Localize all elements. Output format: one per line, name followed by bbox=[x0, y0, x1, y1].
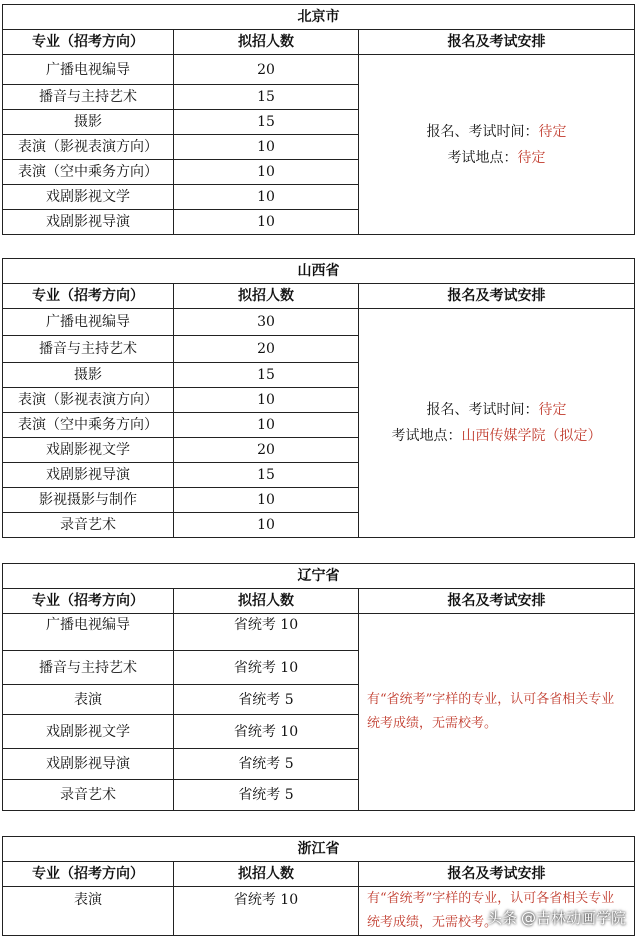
table-cell-major: 录音艺术 bbox=[3, 513, 174, 538]
watermark bbox=[487, 907, 626, 928]
table-cell-count: 15 bbox=[174, 85, 359, 110]
table-cell-major: 表演 bbox=[3, 685, 174, 715]
shanxi-table bbox=[2, 258, 635, 538]
table-cell-major: 戏剧影视文学 bbox=[3, 185, 174, 210]
arrangement-cell bbox=[359, 55, 635, 235]
table-cell-major: 表演 bbox=[3, 887, 174, 936]
header-count: 拟招人数 bbox=[174, 862, 359, 887]
time-value: 待定 bbox=[538, 123, 567, 140]
table-cell-major: 戏剧影视导演 bbox=[3, 463, 174, 488]
table-cell-major: 表演（影视表演方向） bbox=[3, 135, 174, 160]
table-cell-count: 10 bbox=[174, 135, 359, 160]
table-cell-count: 省统考 10 bbox=[174, 651, 359, 685]
table-cell-count: 10 bbox=[174, 160, 359, 185]
arrangement-cell bbox=[359, 309, 635, 538]
arrangement-note: 有“省统考”字样的专业，认可各省相关专业统考成绩，无需校考。 bbox=[359, 887, 635, 936]
place-label: 考试地点： bbox=[391, 428, 462, 444]
table-cell-count: 10 bbox=[174, 413, 359, 438]
table-cell-major: 戏剧影视导演 bbox=[3, 749, 174, 780]
table-cell-major: 广播电视编导 bbox=[3, 614, 174, 651]
beijing-table-block bbox=[2, 4, 634, 235]
header-arrangement: 报名及考试安排 bbox=[359, 284, 635, 309]
table-cell-major: 戏剧影视文学 bbox=[3, 438, 174, 463]
table-cell-count: 10 bbox=[174, 488, 359, 513]
arrangement-note: 有“省统考”字样的专业，认可各省相关专业统考成绩，无需校考。 bbox=[359, 614, 635, 811]
table-cell-major: 摄影 bbox=[3, 363, 174, 388]
table-cell-count: 30 bbox=[174, 309, 359, 336]
table-cell-count: 省统考 5 bbox=[174, 749, 359, 780]
table-cell-count: 10 bbox=[174, 185, 359, 210]
liaoning-table-block bbox=[2, 563, 634, 811]
header-major: 专业（招考方向） bbox=[3, 30, 174, 55]
liaoning-table bbox=[2, 563, 635, 811]
beijing-table bbox=[2, 4, 635, 235]
place-label: 考试地点： bbox=[447, 149, 518, 166]
header-major: 专业（招考方向） bbox=[3, 284, 174, 309]
table-cell-major: 表演（影视表演方向） bbox=[3, 388, 174, 413]
header-arrangement: 报名及考试安排 bbox=[359, 30, 635, 55]
table-cell-count: 15 bbox=[174, 110, 359, 135]
table-cell-major: 录音艺术 bbox=[3, 780, 174, 811]
header-major: 专业（招考方向） bbox=[3, 589, 174, 614]
table-cell-count: 15 bbox=[174, 363, 359, 388]
time-label: 报名、考试时间： bbox=[426, 123, 539, 140]
province-title: 辽宁省 bbox=[3, 564, 635, 589]
header-count: 拟招人数 bbox=[174, 589, 359, 614]
table-cell-count: 10 bbox=[174, 513, 359, 538]
table-cell-count: 省统考 5 bbox=[174, 780, 359, 811]
place-value: 待定 bbox=[517, 149, 546, 166]
table-cell-count: 省统考 10 bbox=[174, 614, 359, 651]
place-value: 山西传媒学院（拟定） bbox=[461, 428, 602, 444]
table-cell-major: 播音与主持艺术 bbox=[3, 336, 174, 363]
watermark-text: @吉林动画学院 bbox=[520, 909, 626, 927]
table-cell-count: 20 bbox=[174, 55, 359, 85]
table-cell-major: 戏剧影视导演 bbox=[3, 210, 174, 235]
shanxi-table-block bbox=[2, 258, 634, 538]
header-arrangement: 报名及考试安排 bbox=[359, 862, 635, 887]
header-arrangement: 报名及考试安排 bbox=[359, 589, 635, 614]
table-cell-major: 戏剧影视文学 bbox=[3, 715, 174, 749]
header-count: 拟招人数 bbox=[174, 30, 359, 55]
time-value: 待定 bbox=[538, 402, 567, 418]
table-cell-major: 播音与主持艺术 bbox=[3, 651, 174, 685]
table-cell-count: 省统考 10 bbox=[174, 715, 359, 749]
province-title: 北京市 bbox=[3, 5, 635, 30]
table-cell-count: 省统考 10 bbox=[174, 887, 359, 936]
table-cell-major: 表演（空中乘务方向） bbox=[3, 160, 174, 185]
table-cell-count: 20 bbox=[174, 438, 359, 463]
province-title: 山西省 bbox=[3, 259, 635, 284]
table-cell-major: 影视摄影与制作 bbox=[3, 488, 174, 513]
table-cell-count: 10 bbox=[174, 388, 359, 413]
table-cell-major: 广播电视编导 bbox=[3, 55, 174, 85]
header-major: 专业（招考方向） bbox=[3, 862, 174, 887]
table-cell-count: 省统考 5 bbox=[174, 685, 359, 715]
table-cell-major: 广播电视编导 bbox=[3, 309, 174, 336]
table-cell-major: 摄影 bbox=[3, 110, 174, 135]
watermark-prefix: 头条 bbox=[486, 909, 517, 927]
province-title: 浙江省 bbox=[3, 837, 635, 862]
time-label: 报名、考试时间： bbox=[426, 402, 539, 418]
table-cell-count: 15 bbox=[174, 463, 359, 488]
table-cell-major: 播音与主持艺术 bbox=[3, 85, 174, 110]
table-cell-major: 表演（空中乘务方向） bbox=[3, 413, 174, 438]
header-count: 拟招人数 bbox=[174, 284, 359, 309]
table-cell-count: 10 bbox=[174, 210, 359, 235]
table-cell-count: 20 bbox=[174, 336, 359, 363]
